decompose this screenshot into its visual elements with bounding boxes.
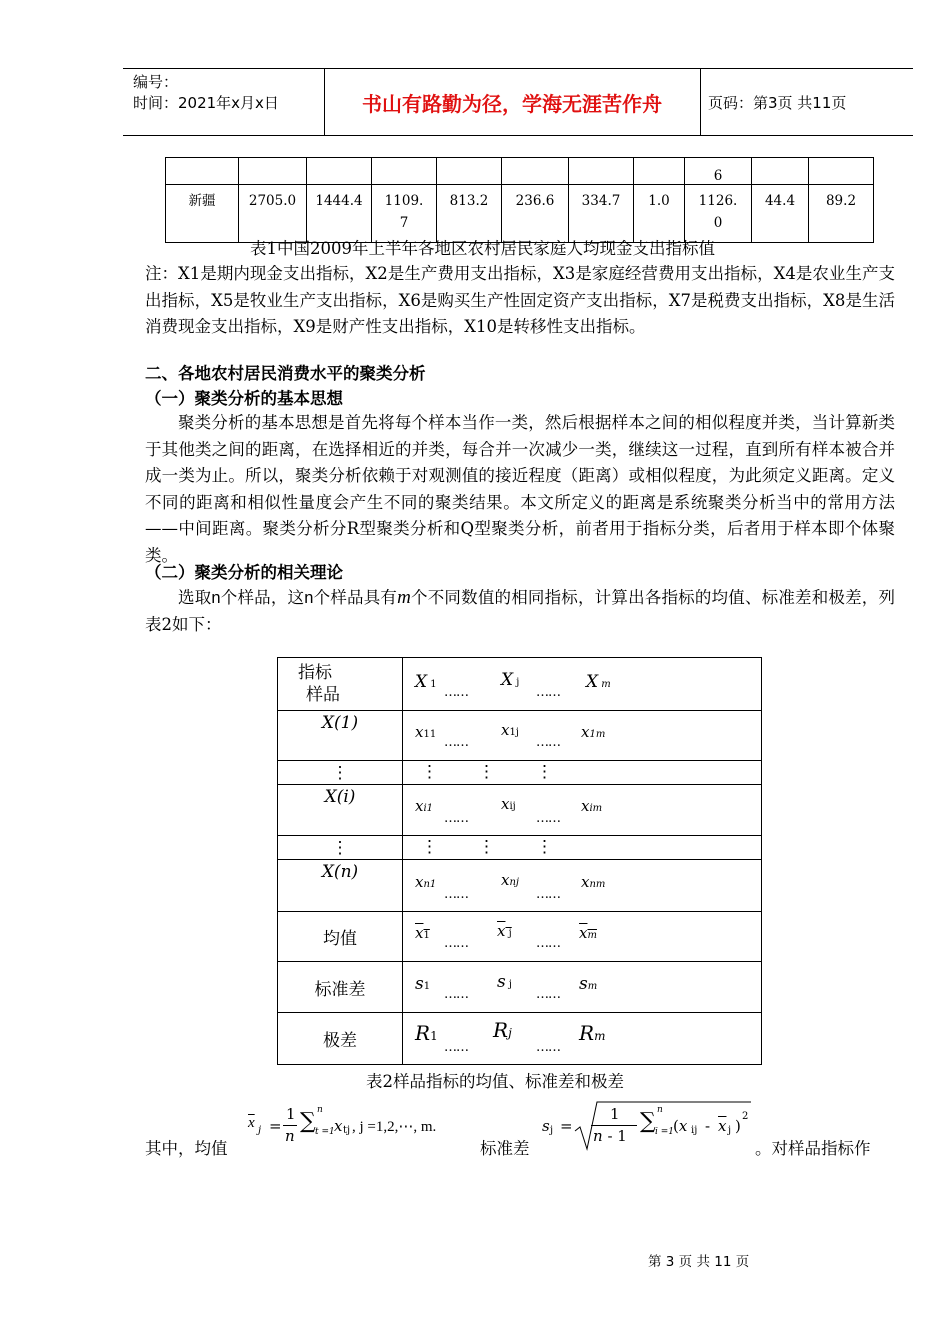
ellipsis: …… — [536, 685, 560, 700]
row-label-text: X(i) — [324, 787, 356, 807]
math-symbol: n - 1 — [593, 1127, 627, 1145]
math-symbol: n — [317, 1105, 323, 1115]
math-symbol: 1 — [610, 1105, 620, 1123]
math-symbol: x j — [497, 922, 512, 940]
vdots: ⋮ — [536, 837, 553, 857]
formula-line — [145, 1105, 905, 1160]
vdots: ⋮ — [421, 762, 438, 782]
math-symbol: xn1 — [415, 873, 437, 891]
vdots: ⋮ — [536, 762, 553, 782]
table-cell: 2705.0 — [239, 185, 307, 243]
data-table — [165, 157, 874, 243]
symbol-m: m — [397, 587, 411, 608]
symbol-n: n — [304, 589, 314, 607]
ellipsis: …… — [536, 936, 560, 951]
table-row — [278, 785, 762, 836]
ellipsis: …… — [536, 887, 560, 902]
table-row — [278, 860, 762, 912]
table-cell: 6 — [685, 158, 752, 185]
ellipsis: …… — [444, 887, 468, 902]
math-symbol: ij — [691, 1125, 698, 1136]
math-symbol: - — [705, 1117, 711, 1135]
math-symbol: xnj — [501, 871, 520, 889]
sd-label: 标准差 — [480, 1139, 530, 1158]
page-footer: 第 3 页 共 11 页 — [648, 1254, 750, 1270]
math-symbol: s1 — [415, 974, 431, 994]
table-cell — [403, 962, 762, 1013]
ellipsis: …… — [444, 1040, 468, 1055]
math-symbol: x11 — [415, 723, 437, 741]
table-cell — [166, 158, 239, 185]
fraction-bar — [283, 1125, 297, 1126]
math-symbol: n — [285, 1127, 295, 1145]
row-label-text: X(1) — [321, 713, 359, 733]
text: 选取 — [178, 588, 212, 607]
paragraph — [145, 585, 895, 638]
subsection-title: （一）聚类分析的基本思想 — [145, 389, 343, 408]
math-symbol: 1 — [286, 1105, 296, 1123]
row-label: 均值 — [278, 912, 403, 962]
math-symbol: (x — [673, 1117, 688, 1135]
ellipsis: …… — [444, 936, 468, 951]
ellipsis: …… — [444, 987, 468, 1002]
ellipsis: …… — [444, 811, 468, 826]
math-symbol: j — [550, 1125, 554, 1136]
row-label: 新疆 — [166, 185, 239, 243]
math-symbol: j — [258, 1125, 262, 1136]
table-row — [166, 185, 874, 243]
math-symbol: x — [334, 1117, 343, 1135]
table-cell — [502, 158, 569, 185]
math-symbol: Rm — [579, 1021, 606, 1045]
table-cell — [307, 158, 372, 185]
math-symbol: R1 — [415, 1021, 438, 1045]
ellipsis: …… — [536, 811, 560, 826]
table-cell — [437, 158, 502, 185]
table-cell — [752, 158, 809, 185]
subsection-title: （二）聚类分析的相关理论 — [145, 563, 343, 582]
table-cell — [239, 158, 307, 185]
math-symbol: xnm — [581, 873, 606, 891]
text: 个样品，这 — [220, 588, 305, 607]
table-cell — [403, 711, 762, 761]
math-symbol: xij — [501, 795, 516, 813]
mean-tail: j =1,2,⋯, m. — [359, 1119, 437, 1135]
row-label: ⋮ — [278, 761, 403, 785]
vdots: ⋮ — [478, 762, 495, 782]
header-motto: 书山有路勤为径，学海无涯苦作舟 — [362, 92, 662, 116]
math-symbol: x1j — [501, 721, 519, 739]
math-symbol: X m — [586, 672, 611, 692]
ellipsis: …… — [444, 685, 468, 700]
ellipsis: …… — [536, 987, 560, 1002]
math-symbol: Rj — [493, 1018, 512, 1042]
math-symbol: tj — [343, 1125, 351, 1136]
ellipsis: …… — [536, 1040, 560, 1055]
table-cell — [403, 912, 762, 962]
math-symbol: xi1 — [415, 797, 434, 815]
math-symbol: t =1 — [315, 1127, 335, 1137]
row-label: 极差 — [278, 1013, 403, 1065]
time-label: 时间：2021年x月x日 — [133, 94, 279, 112]
row-label — [278, 785, 403, 836]
row-label: ⋮ — [278, 836, 403, 860]
math-symbol: x1 — [415, 924, 430, 942]
math-symbol: ∑ — [300, 1109, 316, 1134]
text: 个不同数值的相同指标，计算出各指标的均值、标准差和极差，列表2如下： — [145, 588, 896, 634]
table-row — [278, 912, 762, 962]
table-cell — [809, 158, 874, 185]
math-symbol: s — [542, 1117, 550, 1135]
table1-caption: 表1中国2009年上半年各地区农村居民家庭人均现金支出指标值 — [250, 239, 715, 258]
table-cell: 334.7 — [569, 185, 634, 243]
table1-note: 注：X1是期内现金支出指标，X2是生产费用支出指标，X3是家庭经营费用支出指标，X4是农业生产支出指标，X5是牧业生产支出指标，X6是购买生产性固定资产支出指标，X7是税费支出指标，X8是生活消费现金支出指标，X9是财产性支出指标，X10是转移性支出指标。 — [145, 264, 895, 336]
header-cell — [278, 658, 403, 711]
table-cell: 236.6 — [502, 185, 569, 243]
table-cell — [403, 658, 762, 711]
math-symbol: sm — [579, 974, 598, 994]
math-symbol: X j — [501, 670, 520, 690]
table-row — [278, 1013, 762, 1065]
table-cell — [403, 836, 762, 860]
row-label — [278, 711, 403, 761]
section-title: 二、各地农村居民消费水平的聚类分析 — [145, 364, 426, 383]
math-symbol: $\overline{x}$ — [248, 1115, 255, 1131]
table-row — [278, 836, 762, 860]
table-cell — [372, 158, 437, 185]
table-cell — [569, 158, 634, 185]
formula-prefix: 其中，均值 — [145, 1139, 228, 1158]
table-cell — [403, 785, 762, 836]
math-symbol: i =1 — [655, 1127, 675, 1137]
table-cell — [403, 761, 762, 785]
table-row — [278, 962, 762, 1013]
math-text: , j =1,2,⋯, m. — [352, 1119, 437, 1135]
math-symbol: n — [657, 1105, 663, 1115]
math-symbol: xim — [581, 797, 603, 815]
table-cell: 89.2 — [809, 185, 874, 243]
table-cell: 1.0 — [634, 185, 685, 243]
row-label-text: X(n) — [321, 862, 359, 882]
vdots: ⋮ — [421, 837, 438, 857]
ellipsis: …… — [536, 735, 560, 750]
math-symbol: = — [560, 1117, 573, 1135]
vdots: ⋮ — [478, 837, 495, 857]
table-cell — [634, 158, 685, 185]
math-symbol: $\overline{x}$ — [718, 1117, 727, 1135]
formula-suffix: 。对样品指标作 — [755, 1139, 871, 1158]
math-symbol: ∑ — [640, 1109, 656, 1134]
math-symbol: = — [269, 1117, 282, 1135]
table-cell: 1109. 7 — [372, 185, 437, 243]
table-cell: 44.4 — [752, 185, 809, 243]
header-bottom-label: 样品 — [306, 685, 340, 705]
ellipsis: …… — [444, 735, 468, 750]
table-row — [166, 158, 874, 185]
row-label — [278, 860, 403, 912]
table-cell: 1444.4 — [307, 185, 372, 243]
matrix-table — [277, 657, 762, 1065]
table-cell — [403, 860, 762, 912]
math-symbol: ) — [735, 1117, 741, 1135]
table2-caption: 表2样品指标的均值、标准差和极差 — [366, 1072, 624, 1091]
code-label: 编号： — [133, 73, 179, 91]
header-meta — [133, 72, 279, 114]
table-cell: 1126. 0 — [685, 185, 752, 243]
row-label: 标准差 — [278, 962, 403, 1013]
table-cell: 813.2 — [437, 185, 502, 243]
header-page-label: 页码：第3页 共11页 — [708, 94, 847, 112]
math-symbol: j — [728, 1125, 732, 1136]
math-symbol: xm — [579, 924, 597, 942]
paragraph: 聚类分析的基本思想是首先将每个样本当作一类，然后根据样本之间的相似程度并类，当计算新类于其他类之间的距离，在选择相近的并类，每合并一次减少一类，继续这一过程，直到所有样本被合并成一类为止。所以，聚类分析依赖于对观测值的接近程度（距离）或相似程度，为此须定义距离。定义不同的距离和相似性量度会产生不同的聚类结果。本文所定义的距离是系统聚类分析当中的常用方法——中间距离。聚类分析分R型聚类分析和Q型聚类分析，前者用于指标分类，后者用于样本即个体聚类。 — [145, 413, 895, 565]
header-top-rule — [123, 68, 913, 69]
math-symbol: s j — [497, 972, 513, 992]
math-symbol: X 1 — [415, 672, 437, 692]
math-symbol: x1m — [581, 723, 606, 741]
table-row — [278, 761, 762, 785]
math-symbol: 2 — [742, 1111, 749, 1122]
table-row — [278, 711, 762, 761]
text: 个样品具有 — [313, 588, 398, 607]
header-divider — [700, 68, 701, 135]
symbol-n: n — [211, 589, 221, 607]
table-cell — [403, 1013, 762, 1065]
fraction-bar — [591, 1125, 637, 1126]
header-top-label: 指标 — [298, 663, 332, 683]
table-row — [278, 658, 762, 711]
header-bottom-rule — [123, 135, 913, 136]
